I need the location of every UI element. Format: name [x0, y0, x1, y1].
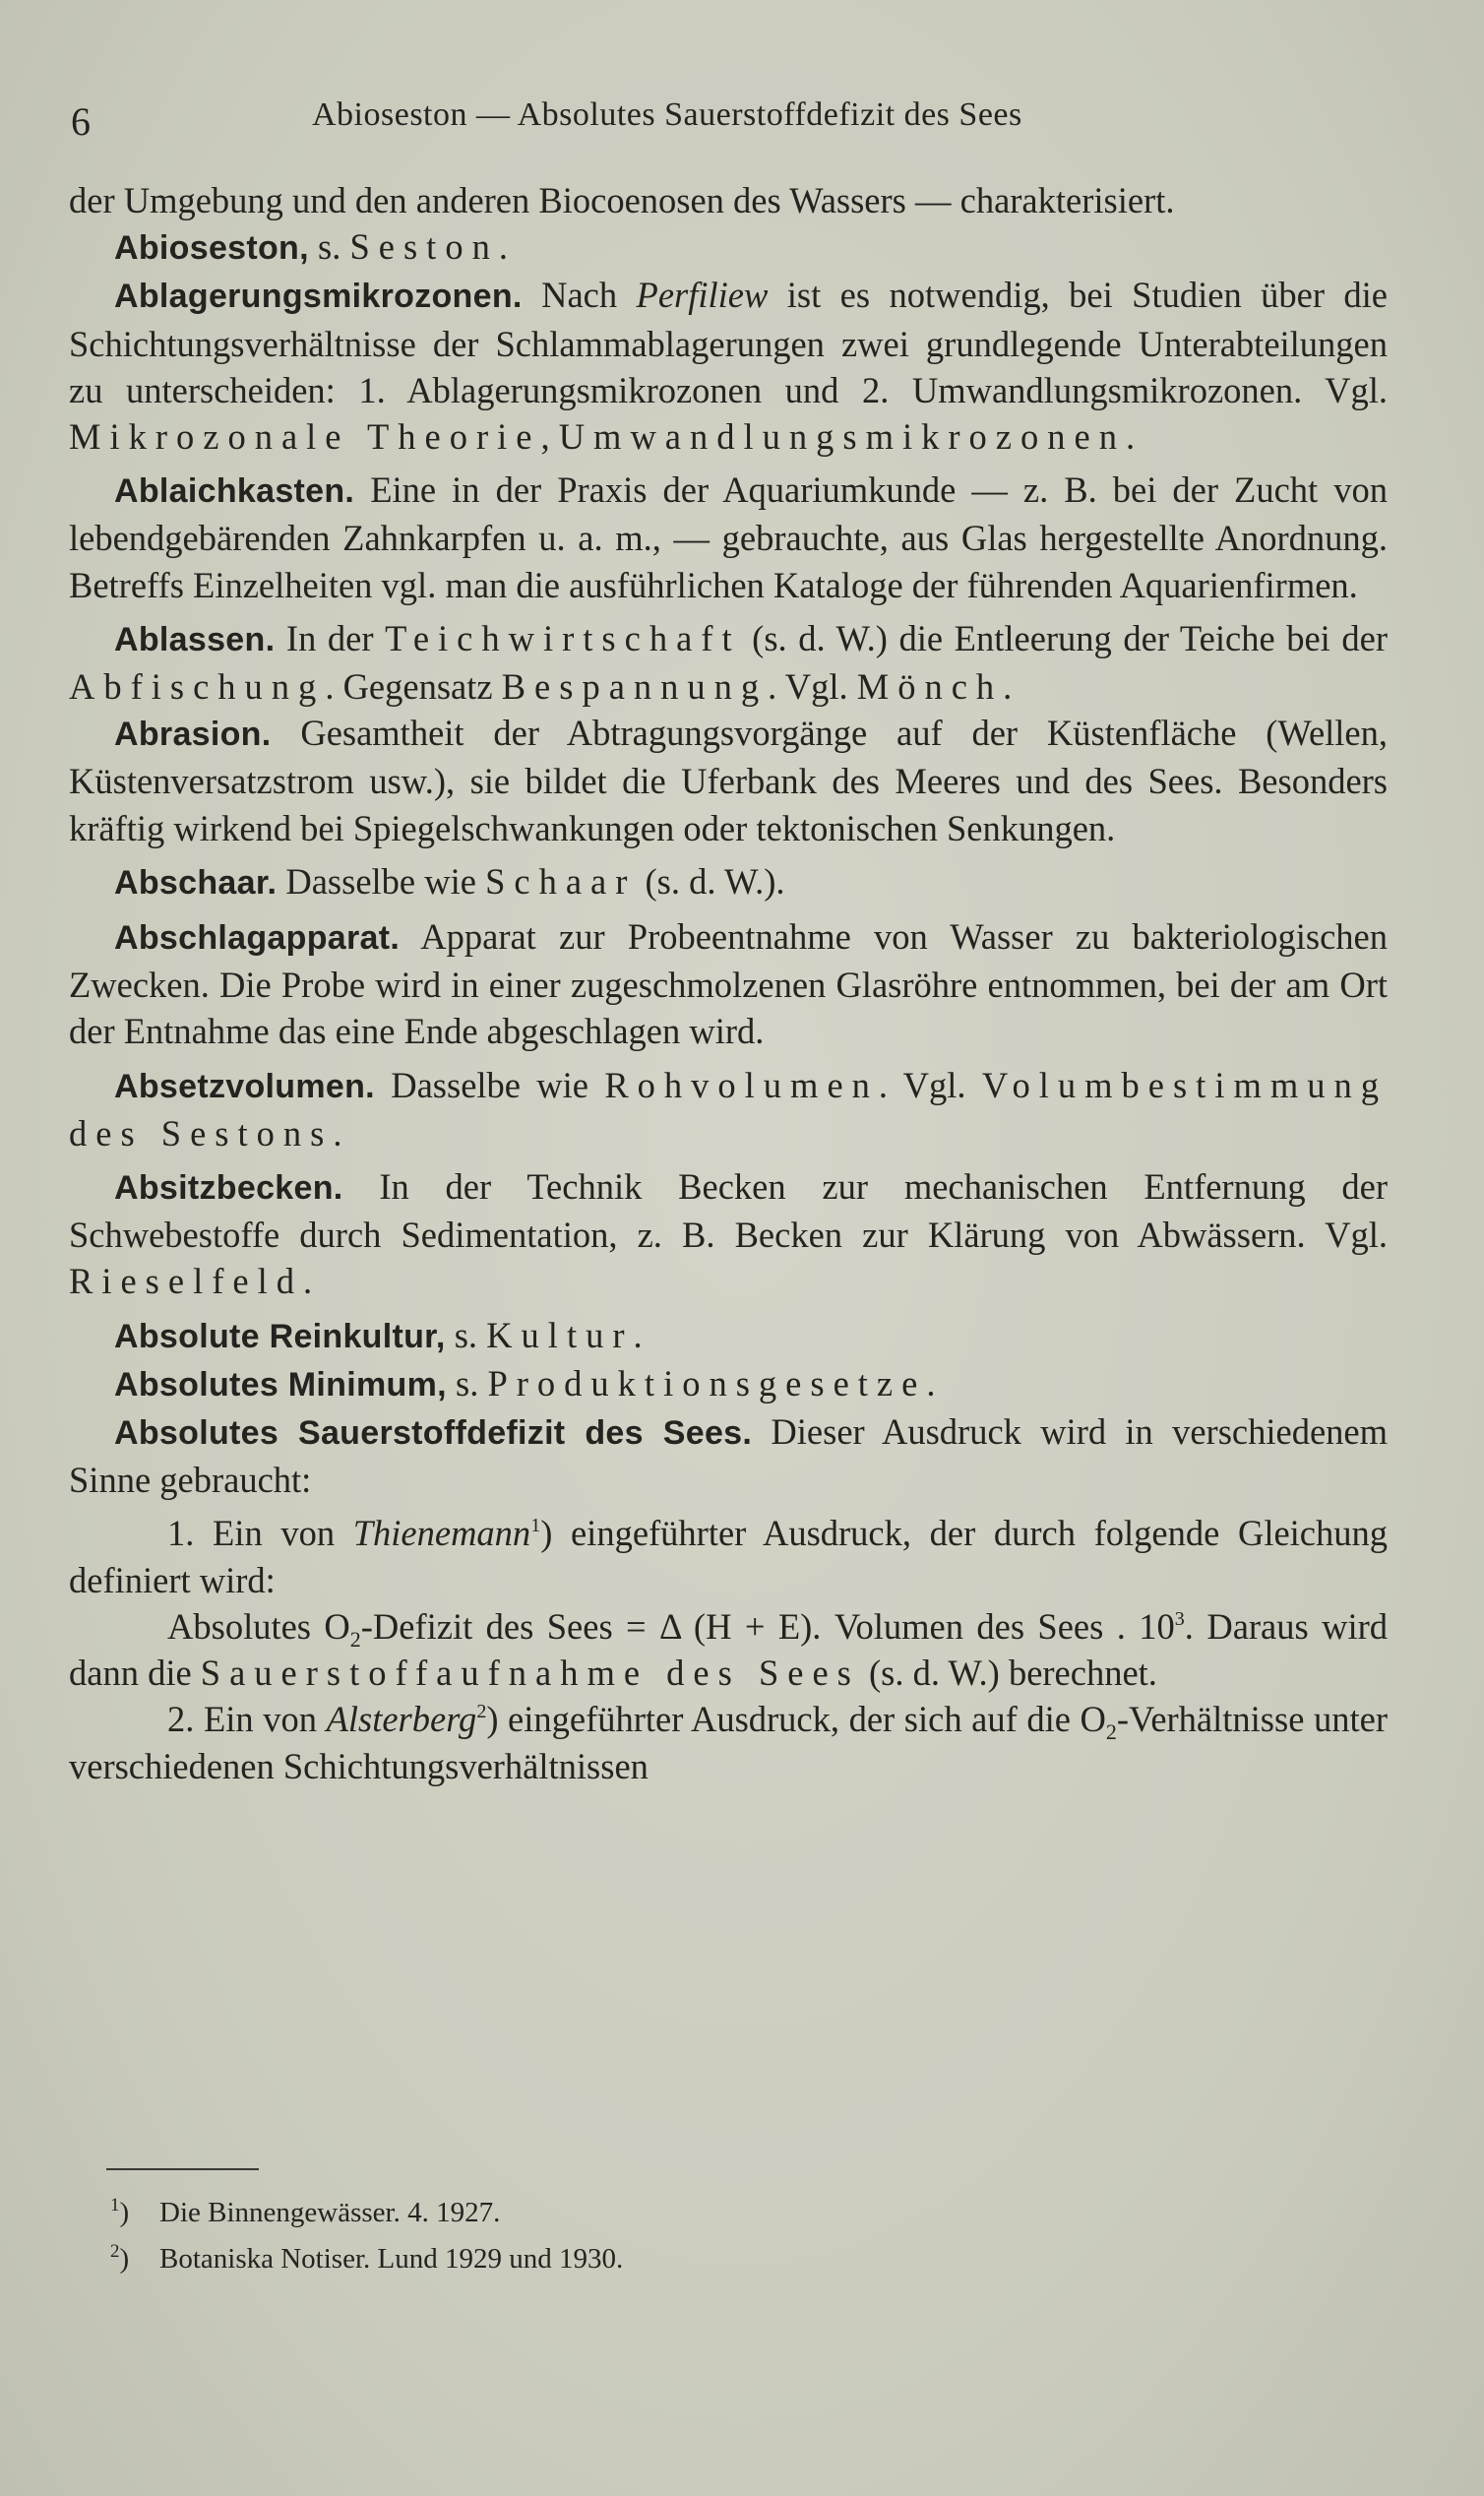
entry-abschlagapparat: Abschlagapparat. Apparat zur Probeentnahme von Wasser zu bakteriologischen Zwecken. Die Probe wird in einer zugeschmolzenen Glasröhre entnommen, bei der am Ort der Entnahme das eine Ende abgeschlagen wird.	[69, 916, 1388, 1052]
entry-ablassen: Ablassen. In der Teichwirtschaft (s. d. W.) die Entleerung der Teiche bei der Abfischung. Gegensatz Bespannung. Vgl. Mönch.	[69, 617, 1389, 708]
spaced-reference: Schaar	[485, 860, 637, 902]
headword: Ablaichkasten.	[114, 472, 355, 511]
headword: Absetzvolumen.	[114, 1067, 375, 1105]
spaced-reference: Abfischung	[69, 666, 326, 708]
definition-2: 2. Ein von Alsterberg$^2$) eingeführter Ausdruck, der sich auf die $O_2$-Verhältnisse unter verschiedenen Schichtungsverhältnissen	[69, 1699, 1388, 1786]
footnote-1: $^1$) Die Binnengewässer. 4. 1927.	[110, 2195, 501, 2228]
spaced-reference: Sauerstoffaufnahme des Sees	[200, 1653, 860, 1694]
page-header	[71, 91, 1390, 150]
entry-abschaar: Abschaar. Dasselbe wie Schaar (s. d. W.).	[114, 860, 785, 902]
entry-absolute-reinkultur: Absolute Reinkultur, s. Kultur.	[114, 1314, 643, 1355]
spaced-reference: Bespannung	[501, 666, 769, 708]
spaced-reference: Teichwirtschaft	[385, 617, 741, 658]
headword: Abschaar.	[114, 863, 278, 902]
spaced-reference: Volumbestimmung des Sestons	[69, 1064, 1388, 1154]
spaced-reference: Seston	[349, 226, 499, 268]
entry-abrasion: Abrasion. Gesamtheit der Abtragungsvorgänge auf der Küstenfläche (Wellen, Küstenversatzstrom usw.), sie bildet die Uferbank des Meeres und des Sees. Besonders kräftig wirkend bei Spiegelschwankungen oder tektonischen Senkungen.	[69, 713, 1388, 848]
spaced-reference: Rieselfeld	[69, 1261, 303, 1302]
running-head: Abioseston — Absolutes Sauerstoffdefizit des Sees	[312, 96, 1022, 133]
entry-absolutes-minimum: Absolutes Minimum, s. Produktionsgesetze.	[114, 1362, 936, 1404]
headword: Absitzbecken.	[114, 1169, 343, 1208]
entry-ablagerungsmikrozonen: Ablagerungsmikrozonen. Nach Perfiliew ist es notwendig, bei Studien über die Schichtungsverhältnisse der Schlammablagerungen zwei grundlegende Unterabteilungen zu unterscheiden: 1. Ablagerungsmikrozonen und 2. Umwandlungsmikrozonen. Vgl. Mikrozonale Theorie, Umwandlungsmikrozonen.	[69, 275, 1388, 458]
headword: Abioseston,	[114, 229, 309, 268]
author-name: Perfiliew	[636, 275, 769, 316]
author-name: Alsterberg	[326, 1699, 477, 1740]
spaced-reference: Produktionsgesetze	[487, 1362, 927, 1404]
continuation-paragraph: der Umgebung und den anderen Biocoenosen des Wassers — charakterisiert.	[69, 180, 1175, 220]
spaced-reference: Mönch	[856, 666, 1004, 708]
page-number: 6	[71, 99, 91, 144]
spaced-reference: Mikrozonale Theorie	[69, 416, 541, 458]
headword: Absolute Reinkultur,	[114, 1317, 446, 1355]
footnote-2: $^2$) Botaniska Notiser. Lund 1929 und 1930.	[110, 2241, 624, 2275]
entry-absetzvolumen: Absetzvolumen. Dasselbe wie Rohvolumen. Vgl. Volumbestimmung des Sestons.	[69, 1064, 1388, 1154]
equation-paragraph: Absolutes $O_2$-Defizit des Sees = Δ (H + E). Volumen des Sees . 10$^3$. Daraus wird dann die Sauerstoffaufnahme des Sees (s. d. W.) berechnet.	[69, 1605, 1389, 1694]
footnote-ref[interactable]: 1	[530, 1515, 541, 1537]
definition-1: 1. Ein von Thienemann$^1$) eingeführter Ausdruck, der durch folgende Gleichung definiert wird:	[69, 1513, 1389, 1600]
headword: Ablassen.	[114, 620, 276, 658]
author-name: Thienemann	[352, 1513, 531, 1554]
entry-abioseston: Abioseston, s. Seston.	[114, 226, 508, 268]
footnote-ref[interactable]: 2	[476, 1701, 487, 1723]
entry-ablaichkasten: Ablaichkasten. Eine in der Praxis der Aquariumkunde — z. B. bei der Zucht von lebendgebärenden Zahnkarpfen u. a. m., — gebrauchte, aus Glas hergestellte Anordnung. Betreffs Einzelheiten vgl. man die ausführlichen Kataloge der führenden Aquarienfirmen.	[69, 469, 1388, 605]
entry-absolutes-sauerstoffdefizit: Absolutes Sauerstoffdefizit des Sees. Dieser Ausdruck wird in verschiedenem Sinne gebraucht:	[69, 1411, 1388, 1501]
spaced-reference: Rohvolumen	[604, 1064, 879, 1105]
headword: Abrasion.	[114, 716, 272, 754]
footnotes	[110, 2190, 1291, 2282]
headword: Abschlagapparat.	[114, 919, 401, 958]
headword: Absolutes Sauerstoffdefizit des Sees.	[114, 1414, 753, 1453]
spaced-reference: Kultur	[486, 1314, 634, 1355]
page-body	[69, 177, 1388, 1789]
headword: Absolutes Minimum,	[114, 1365, 447, 1404]
footnote-divider	[106, 2168, 259, 2170]
headword: Ablagerungsmikrozonen.	[114, 278, 523, 316]
spaced-reference: Umwandlungsmikrozonen	[558, 416, 1126, 458]
entry-absitzbecken: Absitzbecken. In der Technik Becken zur mechanischen Entfernung der Schwebestoffe durch Sedimentation, z. B. Becken zur Klärung von Abwässern. Vgl. Rieselfeld.	[69, 1166, 1388, 1302]
